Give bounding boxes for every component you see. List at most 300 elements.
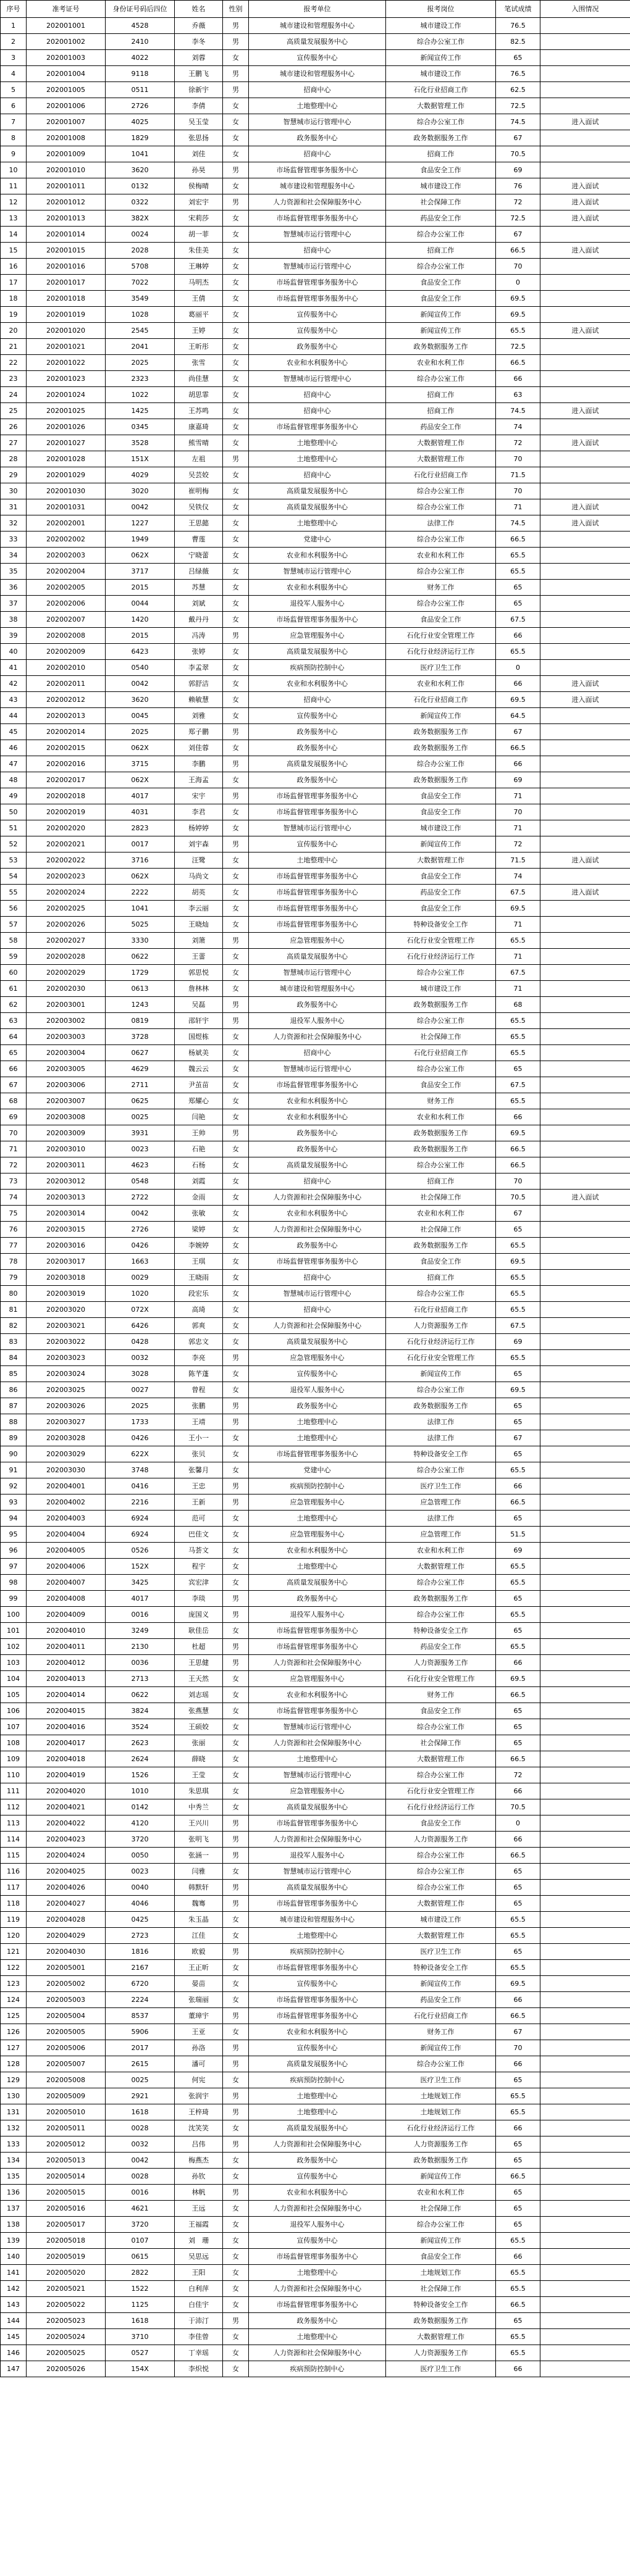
cell-gender: 女 — [223, 1446, 249, 1462]
cell-unit: 智慧城市运行管理中心 — [249, 564, 386, 580]
cell-score: 70.5 — [496, 1190, 540, 1206]
cell-position: 药品安全工作 — [386, 1992, 496, 2008]
cell-name: 李倩 — [175, 98, 223, 114]
cell-score: 66 — [496, 1655, 540, 1671]
cell-gender: 女 — [223, 692, 249, 708]
cell-id-last-four: 3549 — [106, 291, 175, 307]
cell-exam-number: 202003020 — [27, 1302, 106, 1318]
cell-id-last-four: 0042 — [106, 1206, 175, 1222]
table-row — [1, 323, 630, 339]
cell-position: 特种设备安全工作 — [386, 1623, 496, 1639]
cell-exam-number: 202005011 — [27, 2120, 106, 2136]
cell-id-last-four: 2224 — [106, 1992, 175, 2008]
cell-exam-number: 202001010 — [27, 162, 106, 178]
cell-index: 137 — [1, 2201, 27, 2217]
cell-score: 67 — [496, 724, 540, 740]
cell-unit: 土地整理中心 — [249, 1430, 386, 1446]
cell-index: 88 — [1, 1414, 27, 1430]
table-row — [1, 772, 630, 788]
table-row — [1, 660, 630, 676]
cell-status — [540, 419, 630, 435]
cell-id-last-four: 0426 — [106, 1430, 175, 1446]
cell-status — [540, 387, 630, 403]
table-row — [1, 515, 630, 531]
cell-index: 18 — [1, 291, 27, 307]
cell-status — [540, 98, 630, 114]
cell-status — [540, 1206, 630, 1222]
cell-status — [540, 1799, 630, 1815]
table-row — [1, 1013, 630, 1029]
cell-score: 65.5 — [496, 933, 540, 949]
cell-position: 应急管理工作 — [386, 1527, 496, 1543]
cell-score: 66 — [496, 1992, 540, 2008]
cell-position: 石化行业安全管理工作 — [386, 933, 496, 949]
cell-name: 石艳 — [175, 1141, 223, 1157]
cell-name: 陈芊蓬 — [175, 1366, 223, 1382]
cell-status — [540, 2040, 630, 2056]
cell-position: 新闻宣传工作 — [386, 2040, 496, 2056]
cell-unit: 人力资源和社会保障服务中心 — [249, 1318, 386, 1334]
cell-unit: 招商中心 — [249, 243, 386, 259]
cell-exam-number: 202003016 — [27, 1238, 106, 1254]
table-row — [1, 1623, 630, 1639]
cell-id-last-four: 3330 — [106, 933, 175, 949]
cell-gender: 女 — [223, 1767, 249, 1783]
cell-index: 100 — [1, 1607, 27, 1623]
cell-unit: 人力资源和社会保障服务中心 — [249, 1832, 386, 1848]
cell-exam-number: 202002027 — [27, 933, 106, 949]
table-row — [1, 162, 630, 178]
cell-score: 70 — [496, 804, 540, 820]
cell-gender: 女 — [223, 50, 249, 66]
cell-score: 65.5 — [496, 2233, 540, 2249]
cell-name: 杜超 — [175, 1639, 223, 1655]
cell-status — [540, 275, 630, 291]
cell-status: 进入面试 — [540, 243, 630, 259]
table-row — [1, 2361, 630, 2377]
cell-gender: 女 — [223, 419, 249, 435]
cell-id-last-four: 2216 — [106, 1494, 175, 1511]
cell-position: 政务数据服务工作 — [386, 1591, 496, 1607]
cell-status — [540, 612, 630, 628]
table-row — [1, 1414, 630, 1430]
cell-gender: 女 — [223, 1992, 249, 2008]
table-row — [1, 1206, 630, 1222]
cell-index: 139 — [1, 2233, 27, 2249]
cell-gender: 女 — [223, 307, 249, 323]
cell-index: 80 — [1, 1286, 27, 1302]
cell-unit: 市场监督管理事务服务中心 — [249, 162, 386, 178]
table-row — [1, 130, 630, 146]
cell-id-last-four: 1022 — [106, 387, 175, 403]
cell-position: 食品安全工作 — [386, 2249, 496, 2265]
cell-exam-number: 202005006 — [27, 2040, 106, 2056]
cell-unit: 智慧城市运行管理中心 — [249, 114, 386, 130]
cell-status — [540, 1559, 630, 1575]
cell-unit: 招商中心 — [249, 387, 386, 403]
cell-gender: 女 — [223, 596, 249, 612]
cell-unit: 智慧城市运行管理中心 — [249, 227, 386, 243]
cell-unit: 市场监督管理事务服务中心 — [249, 419, 386, 435]
cell-gender: 男 — [223, 788, 249, 804]
cell-status — [540, 1543, 630, 1559]
cell-id-last-four: 2615 — [106, 2056, 175, 2072]
cell-id-last-four: 3620 — [106, 692, 175, 708]
cell-unit: 市场监督管理事务服务中心 — [249, 1077, 386, 1093]
cell-position: 食品安全工作 — [386, 869, 496, 885]
cell-position: 招商工作 — [386, 387, 496, 403]
cell-position: 综合办公室工作 — [386, 2056, 496, 2072]
cell-exam-number: 202002010 — [27, 660, 106, 676]
cell-id-last-four: 3715 — [106, 756, 175, 772]
cell-id-last-four: 0625 — [106, 1093, 175, 1109]
cell-status — [540, 2104, 630, 2120]
cell-index: 141 — [1, 2265, 27, 2281]
cell-position: 综合办公室工作 — [386, 564, 496, 580]
cell-position: 综合办公室工作 — [386, 1013, 496, 1029]
cell-gender: 女 — [223, 548, 249, 564]
cell-gender: 女 — [223, 2345, 249, 2361]
cell-index: 70 — [1, 1125, 27, 1141]
cell-unit: 城市建设和管理服务中心 — [249, 981, 386, 997]
cell-status — [540, 1141, 630, 1157]
cell-index: 72 — [1, 1157, 27, 1173]
cell-score: 65 — [496, 1446, 540, 1462]
cell-unit: 宣传服务中心 — [249, 307, 386, 323]
cell-name: 吴磊 — [175, 997, 223, 1013]
table-row — [1, 194, 630, 210]
cell-position: 招商工作 — [386, 1270, 496, 1286]
table-row — [1, 2056, 630, 2072]
table-row — [1, 981, 630, 997]
cell-exam-number: 202004018 — [27, 1751, 106, 1767]
cell-gender: 男 — [223, 1944, 249, 1960]
table-row — [1, 419, 630, 435]
cell-index: 95 — [1, 1527, 27, 1543]
cell-id-last-four: 1041 — [106, 901, 175, 917]
cell-id-last-four: 1522 — [106, 2281, 175, 2297]
cell-score: 76 — [496, 178, 540, 194]
cell-index: 93 — [1, 1494, 27, 1511]
cell-score: 66.5 — [496, 1141, 540, 1157]
table-row — [1, 612, 630, 628]
cell-exam-number: 202005026 — [27, 2361, 106, 2377]
cell-exam-number: 202004001 — [27, 1478, 106, 1494]
cell-id-last-four: 1227 — [106, 515, 175, 531]
cell-exam-number: 202004008 — [27, 1591, 106, 1607]
cell-id-last-four: 072X — [106, 1302, 175, 1318]
table-row — [1, 227, 630, 243]
cell-position: 食品安全工作 — [386, 275, 496, 291]
cell-index: 68 — [1, 1093, 27, 1109]
cell-id-last-four: 0426 — [106, 1238, 175, 1254]
cell-position: 石化行业招商工作 — [386, 1045, 496, 1061]
cell-unit: 市场监督管理事务服务中心 — [249, 1992, 386, 2008]
cell-gender: 女 — [223, 371, 249, 387]
cell-score: 69 — [496, 1543, 540, 1559]
cell-gender: 女 — [223, 1270, 249, 1286]
cell-unit: 疾病预防控制中心 — [249, 2361, 386, 2377]
cell-name: 王思懿 — [175, 515, 223, 531]
cell-exam-number: 202002011 — [27, 676, 106, 692]
cell-name: 李君 — [175, 804, 223, 820]
cell-index: 16 — [1, 259, 27, 275]
cell-unit: 市场监督管理事务服务中心 — [249, 1960, 386, 1976]
cell-id-last-four: 3425 — [106, 1575, 175, 1591]
cell-status — [540, 1735, 630, 1751]
cell-gender: 女 — [223, 227, 249, 243]
cell-exam-number: 202005010 — [27, 2104, 106, 2120]
cell-id-last-four: 9118 — [106, 66, 175, 82]
cell-index: 7 — [1, 114, 27, 130]
cell-name: 康嘉琦 — [175, 419, 223, 435]
cell-exam-number: 202001003 — [27, 50, 106, 66]
cell-exam-number: 202004014 — [27, 1687, 106, 1703]
cell-score: 76.5 — [496, 66, 540, 82]
table-row — [1, 2329, 630, 2345]
cell-gender: 男 — [223, 1880, 249, 1896]
cell-status — [540, 227, 630, 243]
cell-index: 79 — [1, 1270, 27, 1286]
cell-score: 72 — [496, 836, 540, 852]
cell-id-last-four: 154X — [106, 2361, 175, 2377]
cell-gender: 女 — [223, 2024, 249, 2040]
table-row — [1, 1318, 630, 1334]
cell-position: 城市建设工作 — [386, 981, 496, 997]
cell-name: 于沛汀 — [175, 2313, 223, 2329]
cell-id-last-four: 2222 — [106, 885, 175, 901]
cell-name: 范可 — [175, 1511, 223, 1527]
cell-gender: 女 — [223, 1318, 249, 1334]
table-row — [1, 1671, 630, 1687]
cell-name: 韩默轩 — [175, 1880, 223, 1896]
cell-id-last-four: 0016 — [106, 1607, 175, 1623]
cell-score: 66.5 — [496, 243, 540, 259]
cell-id-last-four: 5906 — [106, 2024, 175, 2040]
table-row — [1, 1815, 630, 1832]
cell-gender: 男 — [223, 2136, 249, 2153]
table-row — [1, 564, 630, 580]
cell-index: 125 — [1, 2008, 27, 2024]
cell-position: 法律工作 — [386, 1511, 496, 1527]
cell-id-last-four: 3717 — [106, 564, 175, 580]
table-row — [1, 2120, 630, 2136]
table-row — [1, 98, 630, 114]
cell-unit: 市场监督管理事务服务中心 — [249, 1623, 386, 1639]
cell-unit: 宣传服务中心 — [249, 2233, 386, 2249]
cell-id-last-four: 3249 — [106, 1623, 175, 1639]
cell-id-last-four: 3720 — [106, 1832, 175, 1848]
table-row — [1, 692, 630, 708]
cell-position: 农业和水利工作 — [386, 2185, 496, 2201]
cell-position: 农业和水利工作 — [386, 355, 496, 371]
cell-unit: 政务服务中心 — [249, 1141, 386, 1157]
cell-name: 李孟翠 — [175, 660, 223, 676]
cell-unit: 农业和水利服务中心 — [249, 1093, 386, 1109]
cell-score: 82.5 — [496, 34, 540, 50]
cell-status — [540, 1254, 630, 1270]
cell-position: 石化行业经济运行工作 — [386, 1334, 496, 1350]
cell-status — [540, 50, 630, 66]
cell-name: 刘佳蓉 — [175, 740, 223, 756]
cell-id-last-four: 0024 — [106, 227, 175, 243]
cell-index: 119 — [1, 1912, 27, 1928]
cell-name: 王梓琦 — [175, 2104, 223, 2120]
cell-index: 13 — [1, 210, 27, 227]
cell-status — [540, 162, 630, 178]
cell-name: 王靖 — [175, 1414, 223, 1430]
cell-unit: 智慧城市运行管理中心 — [249, 1061, 386, 1077]
cell-status — [540, 1414, 630, 1430]
cell-position: 综合办公室工作 — [386, 1382, 496, 1398]
cell-gender: 女 — [223, 885, 249, 901]
cell-exam-number: 202003005 — [27, 1061, 106, 1077]
cell-id-last-four: 0527 — [106, 2345, 175, 2361]
cell-exam-number: 202003021 — [27, 1318, 106, 1334]
cell-exam-number: 202004006 — [27, 1559, 106, 1575]
cell-unit: 土地整理中心 — [249, 1751, 386, 1767]
cell-score: 72 — [496, 194, 540, 210]
cell-unit: 市场监督管理事务服务中心 — [249, 1446, 386, 1462]
cell-position: 石化行业招商工作 — [386, 82, 496, 98]
cell-index: 85 — [1, 1366, 27, 1382]
cell-name: 刘宏宇 — [175, 194, 223, 210]
cell-status — [540, 1832, 630, 1848]
cell-exam-number: 202002007 — [27, 612, 106, 628]
cell-position: 政务数据服务工作 — [386, 2153, 496, 2169]
cell-index: 108 — [1, 1735, 27, 1751]
cell-id-last-four: 0322 — [106, 194, 175, 210]
cell-unit: 宣传服务中心 — [249, 323, 386, 339]
cell-index: 60 — [1, 965, 27, 981]
cell-gender: 女 — [223, 1334, 249, 1350]
table-row — [1, 2072, 630, 2088]
cell-score: 71 — [496, 949, 540, 965]
cell-exam-number: 202005012 — [27, 2136, 106, 2153]
cell-unit: 疾病预防控制中心 — [249, 1944, 386, 1960]
cell-exam-number: 202001019 — [27, 307, 106, 323]
cell-index: 106 — [1, 1703, 27, 1719]
table-row — [1, 66, 630, 82]
cell-name: 乔薇 — [175, 18, 223, 34]
cell-exam-number: 202003019 — [27, 1286, 106, 1302]
cell-unit: 招商中心 — [249, 1173, 386, 1190]
cell-index: 42 — [1, 676, 27, 692]
cell-gender: 女 — [223, 1173, 249, 1190]
cell-position: 新闻宣传工作 — [386, 307, 496, 323]
cell-status: 进入面试 — [540, 435, 630, 451]
cell-score: 66.5 — [496, 1687, 540, 1703]
cell-exam-number: 202003013 — [27, 1190, 106, 1206]
cell-position: 政务数据服务工作 — [386, 1398, 496, 1414]
cell-index: 147 — [1, 2361, 27, 2377]
cell-id-last-four: 2017 — [106, 2040, 175, 2056]
cell-index: 111 — [1, 1783, 27, 1799]
cell-score: 65.5 — [496, 2088, 540, 2104]
table-row — [1, 1864, 630, 1880]
cell-index: 59 — [1, 949, 27, 965]
cell-score: 67 — [496, 2024, 540, 2040]
cell-name: 刘箫 — [175, 933, 223, 949]
table-row — [1, 1639, 630, 1655]
cell-position: 综合办公室工作 — [386, 1864, 496, 1880]
cell-status: 进入面试 — [540, 885, 630, 901]
cell-status — [540, 917, 630, 933]
cell-position: 综合办公室工作 — [386, 1848, 496, 1864]
cell-id-last-four: 1425 — [106, 403, 175, 419]
cell-id-last-four: 4029 — [106, 467, 175, 483]
cell-index: 112 — [1, 1799, 27, 1815]
cell-exam-number: 202005021 — [27, 2281, 106, 2297]
cell-status — [540, 1719, 630, 1735]
cell-status — [540, 146, 630, 162]
table-row — [1, 178, 630, 194]
cell-id-last-four: 3931 — [106, 1125, 175, 1141]
cell-status: 进入面试 — [540, 178, 630, 194]
cell-status — [540, 1109, 630, 1125]
cell-index: 104 — [1, 1671, 27, 1687]
cell-score: 66.5 — [496, 1157, 540, 1173]
table-row — [1, 2169, 630, 2185]
cell-unit: 人力资源和社会保障服务中心 — [249, 1190, 386, 1206]
cell-id-last-four: 0028 — [106, 2120, 175, 2136]
cell-position: 食品安全工作 — [386, 162, 496, 178]
cell-unit: 政务服务中心 — [249, 130, 386, 146]
cell-id-last-four: 0023 — [106, 1864, 175, 1880]
cell-position: 大数据管理工作 — [386, 451, 496, 467]
cell-score: 66.5 — [496, 740, 540, 756]
cell-gender: 女 — [223, 1543, 249, 1559]
cell-unit: 市场监督管理事务服务中心 — [249, 210, 386, 227]
cell-id-last-four: 0428 — [106, 1334, 175, 1350]
cell-index: 26 — [1, 419, 27, 435]
cell-index: 33 — [1, 531, 27, 548]
cell-unit: 宣传服务中心 — [249, 708, 386, 724]
table-row — [1, 2313, 630, 2329]
cell-unit: 退役军人服务中心 — [249, 1848, 386, 1864]
table-row — [1, 548, 630, 564]
cell-name: 苏慧 — [175, 580, 223, 596]
cell-exam-number: 202004024 — [27, 1848, 106, 1864]
cell-gender: 女 — [223, 2281, 249, 2297]
cell-unit: 土地整理中心 — [249, 1414, 386, 1430]
cell-score: 65.5 — [496, 1575, 540, 1591]
cell-id-last-four: 1010 — [106, 1783, 175, 1799]
header-row — [1, 1, 630, 18]
cell-exam-number: 202002026 — [27, 917, 106, 933]
cell-exam-number: 202005015 — [27, 2185, 106, 2201]
cell-exam-number: 202001008 — [27, 130, 106, 146]
cell-name: 高琦 — [175, 1302, 223, 1318]
cell-gender: 女 — [223, 1719, 249, 1735]
cell-position: 人力资源服务工作 — [386, 1655, 496, 1671]
cell-unit: 政务服务中心 — [249, 2313, 386, 2329]
cell-id-last-four: 062X — [106, 772, 175, 788]
cell-id-last-four: 0548 — [106, 1173, 175, 1190]
cell-name: 吕绿薇 — [175, 564, 223, 580]
cell-position: 人力资源服务工作 — [386, 2136, 496, 2153]
cell-unit: 招商中心 — [249, 1045, 386, 1061]
cell-score: 67 — [496, 1430, 540, 1446]
cell-name: 朱玉晶 — [175, 1912, 223, 1928]
cell-index: 50 — [1, 804, 27, 820]
cell-index: 65 — [1, 1045, 27, 1061]
table-row — [1, 307, 630, 323]
cell-name: 欧毅 — [175, 1944, 223, 1960]
cell-id-last-four: 4017 — [106, 1591, 175, 1607]
table-row — [1, 1270, 630, 1286]
cell-id-last-four: 0050 — [106, 1848, 175, 1864]
